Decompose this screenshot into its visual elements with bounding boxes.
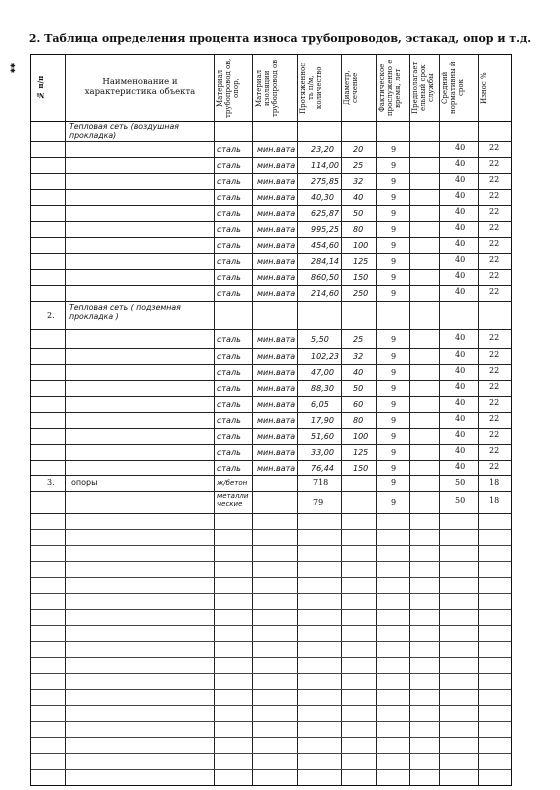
cell-length: 718 bbox=[313, 478, 329, 487]
table-row bbox=[31, 237, 511, 254]
cell-actual: 9 bbox=[391, 209, 397, 218]
cell-length: 102,23 bbox=[311, 352, 339, 361]
table-row bbox=[31, 221, 511, 238]
cell-norm: 40 bbox=[455, 430, 466, 439]
cell-wear: 22 bbox=[489, 271, 500, 280]
cell-length: 114,00 bbox=[311, 161, 339, 170]
cell-diameter: 40 bbox=[353, 368, 364, 377]
cell-material: сталь bbox=[217, 416, 241, 425]
empty-row bbox=[31, 689, 511, 706]
cell-actual: 9 bbox=[391, 225, 397, 234]
cell-insulation: мин.вата bbox=[257, 193, 296, 202]
cell-length: 860,50 bbox=[311, 273, 339, 282]
cell-actual: 9 bbox=[391, 289, 397, 298]
cell-insulation: мин.вата bbox=[257, 448, 296, 457]
cell-wear: 22 bbox=[489, 430, 500, 439]
header-norm: Средний нормативны й срок bbox=[441, 61, 465, 115]
cell-actual: 9 bbox=[391, 241, 397, 250]
cell-material: сталь bbox=[217, 193, 241, 202]
cell-wear: 22 bbox=[489, 398, 500, 407]
cell-length: 5,50 bbox=[311, 334, 329, 344]
cell-diameter: 25 bbox=[353, 161, 364, 170]
cell-diameter: 150 bbox=[353, 273, 369, 282]
table-row bbox=[31, 428, 511, 445]
table-row bbox=[31, 460, 511, 476]
cell-insulation: мин.вата bbox=[257, 368, 296, 377]
header-actual: Фактическое прослуженно е время, лет bbox=[378, 59, 402, 117]
empty-row bbox=[31, 529, 511, 546]
cell-insulation: мин.вата bbox=[257, 257, 296, 266]
empty-row bbox=[31, 593, 511, 610]
cell-material: сталь bbox=[217, 289, 241, 298]
cell-wear: 22 bbox=[489, 446, 500, 455]
cell-diameter: 250 bbox=[353, 289, 369, 298]
cell-insulation: мин.вата bbox=[257, 161, 296, 170]
cell-length: 40,30 bbox=[311, 193, 334, 202]
cell-diameter: 40 bbox=[353, 193, 364, 202]
table-row bbox=[31, 396, 511, 413]
cell-actual: 9 bbox=[391, 352, 397, 361]
cell-material: сталь bbox=[217, 241, 241, 250]
cell-insulation: мин.вата bbox=[257, 400, 296, 409]
cell-diameter: 150 bbox=[353, 463, 369, 473]
table-row bbox=[31, 285, 511, 302]
cell-length: 33,00 bbox=[311, 448, 334, 457]
cell-actual: 9 bbox=[391, 448, 397, 457]
cell-actual: 9 bbox=[391, 334, 397, 344]
cell-norm: 40 bbox=[455, 350, 466, 359]
cell-insulation: мин.вата bbox=[257, 273, 296, 282]
cell-wear: 22 bbox=[489, 255, 500, 264]
cell-diameter: 125 bbox=[353, 257, 369, 266]
table-row bbox=[31, 348, 511, 365]
cell-actual: 9 bbox=[391, 416, 397, 425]
cell-length: 17,90 bbox=[311, 416, 334, 425]
scribble-mark: ✱✱ bbox=[10, 62, 18, 74]
section-title-row bbox=[31, 301, 511, 330]
header-expected: Предполагает ельный срок службы bbox=[411, 61, 435, 115]
cell-actual: 9 bbox=[391, 257, 397, 266]
cell-insulation: мин.вата bbox=[257, 209, 296, 218]
empty-row bbox=[31, 625, 511, 642]
cell-wear: 22 bbox=[489, 207, 500, 216]
cell-norm: 40 bbox=[455, 191, 466, 200]
empty-row bbox=[31, 561, 511, 578]
cell-wear: 18 bbox=[489, 478, 500, 487]
header-num: № п/п bbox=[36, 75, 45, 101]
section-title-row bbox=[31, 121, 511, 142]
cell-norm: 40 bbox=[455, 255, 466, 264]
cell-wear: 22 bbox=[489, 461, 500, 471]
cell-diameter: 100 bbox=[353, 432, 369, 441]
cell-length: 76,44 bbox=[311, 463, 334, 473]
empty-row bbox=[31, 737, 511, 754]
cell-length: 51,60 bbox=[311, 432, 334, 441]
empty-row bbox=[31, 577, 511, 594]
section-title: Тепловая сеть ( подземная прокладка ) bbox=[69, 303, 181, 321]
cell-diameter: 25 bbox=[353, 334, 364, 344]
cell-diameter: 60 bbox=[353, 400, 364, 409]
cell-length: 214,60 bbox=[311, 289, 339, 298]
cell-material: ж/бетон bbox=[217, 479, 248, 487]
cell-diameter: 80 bbox=[353, 225, 364, 234]
cell-wear: 22 bbox=[489, 366, 500, 375]
cell-norm: 40 bbox=[455, 239, 466, 248]
empty-row bbox=[31, 545, 511, 562]
table-row bbox=[31, 141, 511, 158]
header-wear: Износ % bbox=[480, 72, 488, 104]
cell-insulation: мин.вата bbox=[257, 432, 296, 441]
empty-row bbox=[31, 753, 511, 770]
cell-diameter: 80 bbox=[353, 416, 364, 425]
cell-length: 625,87 bbox=[311, 209, 339, 218]
cell-diameter: 50 bbox=[353, 384, 364, 393]
table-row bbox=[31, 205, 511, 222]
cell-length: 79 bbox=[313, 498, 324, 507]
cell-material: сталь bbox=[217, 209, 241, 218]
header-length: Протяженнос ть п/м, количество bbox=[299, 62, 323, 114]
cell-actual: 9 bbox=[391, 177, 397, 186]
cell-actual: 9 bbox=[391, 193, 397, 202]
cell-wear: 18 bbox=[489, 496, 500, 505]
wear-table bbox=[10, 54, 512, 786]
table-row bbox=[31, 269, 511, 286]
cell-norm: 40 bbox=[455, 382, 466, 391]
table-row bbox=[31, 412, 511, 429]
cell-diameter: 32 bbox=[353, 177, 364, 186]
cell-norm: 40 bbox=[455, 287, 466, 296]
cell-insulation: мин.вата bbox=[257, 463, 296, 473]
cell-wear: 22 bbox=[489, 414, 500, 423]
cell-material: сталь bbox=[217, 161, 241, 170]
section-num: 3. bbox=[47, 478, 55, 487]
cell-wear: 22 bbox=[489, 191, 500, 200]
table-header bbox=[10, 55, 511, 122]
cell-diameter: 20 bbox=[353, 145, 364, 154]
cell-insulation: мин.вата bbox=[257, 334, 296, 344]
cell-length: 454,60 bbox=[311, 241, 339, 250]
cell-actual: 9 bbox=[391, 145, 397, 154]
cell-material: металли ческие bbox=[217, 492, 249, 508]
cell-wear: 22 bbox=[489, 382, 500, 391]
header-mat-pipe: Материал трубопровод ов, опор, bbox=[216, 58, 240, 118]
cell-wear: 22 bbox=[489, 175, 500, 184]
cell-norm: 50 bbox=[455, 496, 466, 505]
cell-insulation: мин.вата bbox=[257, 177, 296, 186]
cell-diameter: 50 bbox=[353, 209, 364, 218]
cell-insulation: мин.вата bbox=[257, 289, 296, 298]
cell-material: сталь bbox=[217, 400, 241, 409]
cell-wear: 22 bbox=[489, 350, 500, 359]
cell-diameter: 100 bbox=[353, 241, 369, 250]
cell-insulation: мин.вата bbox=[257, 241, 296, 250]
cell-length: 47,00 bbox=[311, 368, 334, 377]
empty-row bbox=[31, 705, 511, 722]
page-title: 2. Таблица определения процента износа трубопроводов, эстакад, опор и т.д. bbox=[28, 32, 532, 45]
table-row bbox=[31, 189, 511, 206]
cell-material: сталь bbox=[217, 145, 241, 154]
section-num: 2. bbox=[47, 311, 55, 320]
cell-norm: 40 bbox=[455, 175, 466, 184]
cell-wear: 22 bbox=[489, 332, 500, 342]
cell-actual: 9 bbox=[391, 368, 397, 377]
cell-material: сталь bbox=[217, 225, 241, 234]
section-title: Тепловая сеть (воздушная прокладка) bbox=[69, 122, 179, 140]
empty-row bbox=[31, 641, 511, 658]
cell-insulation: мин.вата bbox=[257, 225, 296, 234]
cell-material: сталь bbox=[217, 352, 241, 361]
cell-norm: 40 bbox=[455, 207, 466, 216]
cell-length: 6,05 bbox=[311, 400, 329, 409]
empty-row bbox=[31, 673, 511, 690]
cell-wear: 22 bbox=[489, 143, 500, 152]
cell-insulation: мин.вата bbox=[257, 416, 296, 425]
cell-norm: 40 bbox=[455, 366, 466, 375]
cell-diameter: 32 bbox=[353, 352, 364, 361]
table-row bbox=[31, 444, 511, 461]
header-name: Наименование и характеристика объекта bbox=[84, 77, 196, 97]
empty-row bbox=[31, 609, 511, 626]
cell-actual: 9 bbox=[391, 400, 397, 409]
header-mat-ins: Материал изоляции трубопровод ов bbox=[255, 59, 279, 117]
cell-norm: 40 bbox=[455, 159, 466, 168]
table-row bbox=[31, 491, 511, 514]
header-diam: Диаметр, сечение bbox=[343, 70, 359, 106]
cell-insulation: мин.вата bbox=[257, 352, 296, 361]
table-row bbox=[31, 253, 511, 270]
cell-material: сталь bbox=[217, 463, 241, 473]
cell-actual: 9 bbox=[391, 478, 397, 487]
cell-norm: 40 bbox=[455, 271, 466, 280]
table-row bbox=[31, 329, 511, 349]
cell-actual: 9 bbox=[391, 463, 397, 473]
cell-material: сталь bbox=[217, 384, 241, 393]
cell-norm: 40 bbox=[455, 223, 466, 232]
cell-actual: 9 bbox=[391, 384, 397, 393]
table-row bbox=[31, 157, 511, 174]
cell-material: сталь bbox=[217, 257, 241, 266]
cell-material: сталь bbox=[217, 177, 241, 186]
cell-insulation: мин.вата bbox=[257, 384, 296, 393]
cell-length: 275,85 bbox=[311, 177, 339, 186]
table-row bbox=[31, 364, 511, 381]
cell-norm: 40 bbox=[455, 414, 466, 423]
cell-length: 995,25 bbox=[311, 225, 339, 234]
cell-norm: 40 bbox=[455, 461, 466, 471]
table-row bbox=[31, 380, 511, 397]
cell-actual: 9 bbox=[391, 498, 397, 507]
cell-norm: 40 bbox=[455, 446, 466, 455]
cell-material: сталь bbox=[217, 273, 241, 282]
table-row bbox=[31, 475, 511, 492]
empty-row bbox=[31, 721, 511, 738]
table-row bbox=[31, 173, 511, 190]
empty-row bbox=[31, 513, 511, 530]
cell-actual: 9 bbox=[391, 161, 397, 170]
cell-norm: 40 bbox=[455, 143, 466, 152]
cell-norm: 50 bbox=[455, 478, 466, 487]
cell-wear: 22 bbox=[489, 239, 500, 248]
section-title: опоры bbox=[71, 478, 98, 487]
cell-actual: 9 bbox=[391, 432, 397, 441]
cell-insulation: мин.вата bbox=[257, 145, 296, 154]
cell-material: сталь bbox=[217, 448, 241, 457]
cell-material: сталь bbox=[217, 334, 241, 344]
cell-actual: 9 bbox=[391, 273, 397, 282]
cell-wear: 22 bbox=[489, 223, 500, 232]
cell-length: 284,14 bbox=[311, 257, 339, 266]
cell-wear: 22 bbox=[489, 159, 500, 168]
cell-material: сталь bbox=[217, 368, 241, 377]
cell-length: 23,20 bbox=[311, 145, 334, 154]
cell-length: 88,30 bbox=[311, 384, 334, 393]
cell-wear: 22 bbox=[489, 287, 500, 296]
empty-row bbox=[31, 657, 511, 674]
cell-material: сталь bbox=[217, 432, 241, 441]
cell-diameter: 125 bbox=[353, 448, 369, 457]
cell-norm: 40 bbox=[455, 398, 466, 407]
cell-norm: 40 bbox=[455, 332, 466, 342]
